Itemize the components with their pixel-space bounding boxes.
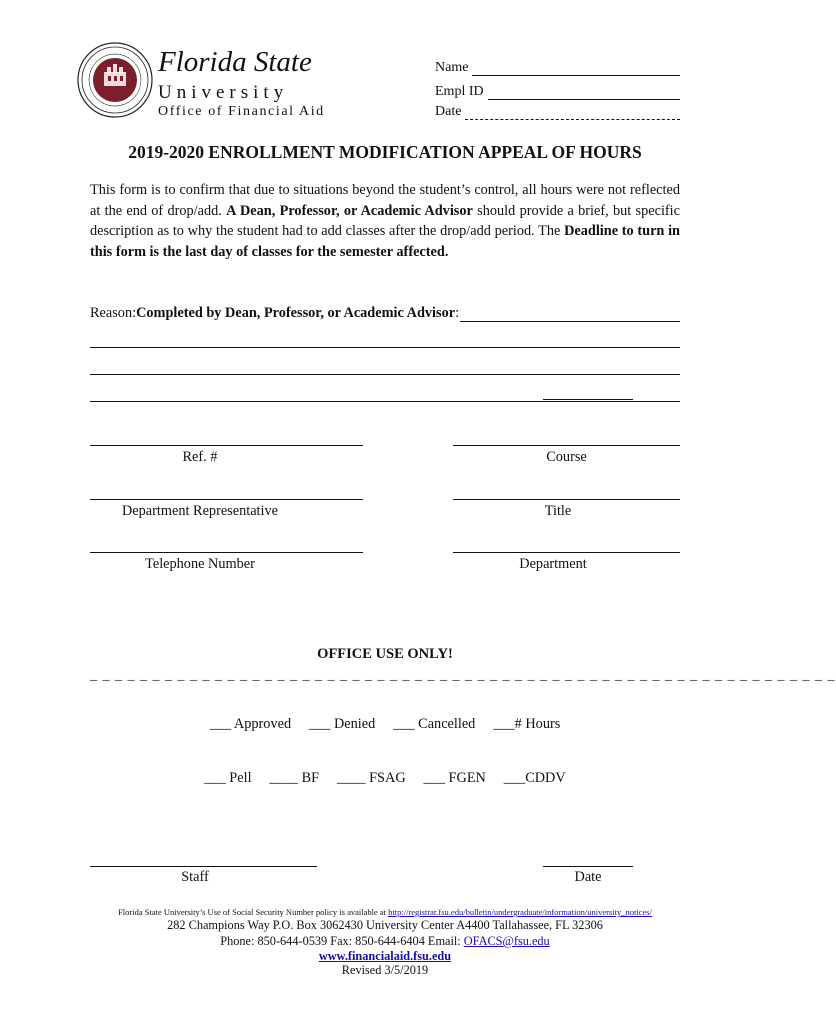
footer-website-link[interactable]: www.financialaid.fsu.edu bbox=[318, 949, 452, 963]
telephone-label: Telephone Number bbox=[145, 556, 255, 572]
intro-text-1: This form is to confirm that due to situations beyond the student’s control, all hours were not reflected at the end of drop/add. bbox=[90, 182, 680, 219]
title-label: Title bbox=[544, 503, 572, 519]
date-line[interactable] bbox=[465, 107, 680, 120]
university-name: Florida State bbox=[158, 46, 312, 78]
aid-options-row[interactable]: ___ Pell ____ BF ____ FSAG ___ FGEN ___CDDV bbox=[204, 770, 566, 786]
ref-line[interactable] bbox=[90, 445, 363, 446]
office-name: Office of Financial Aid bbox=[158, 104, 325, 119]
footer-address: 282 Champions Way P.O. Box 3062430 University Center A4400 Tallahassee, FL 32306 bbox=[167, 918, 603, 932]
reason-line-2[interactable] bbox=[90, 347, 680, 348]
reason-line[interactable] bbox=[460, 307, 680, 322]
reason-short-line bbox=[543, 399, 633, 400]
name-label: Name bbox=[435, 60, 469, 75]
reason-label: Reason: bbox=[90, 305, 137, 321]
status-options-row[interactable]: ___ Approved ___ Denied ___ Cancelled ___# Hours bbox=[209, 716, 561, 732]
dept-rep-line[interactable] bbox=[90, 499, 363, 500]
empl-id-line[interactable] bbox=[488, 87, 680, 100]
name-field[interactable] bbox=[435, 60, 680, 76]
empl-id-field[interactable] bbox=[435, 84, 680, 100]
title-line[interactable] bbox=[453, 499, 680, 500]
department-label: Department bbox=[519, 556, 587, 572]
ssn-policy-text: Florida State University’s Use of Social Security Number policy is available at bbox=[118, 907, 389, 917]
date-field[interactable] bbox=[435, 104, 680, 120]
form-title: 2019-2020 ENROLLMENT MODIFICATION APPEAL OF HOURS bbox=[128, 142, 642, 162]
staff-date-label: Date bbox=[574, 869, 602, 885]
ssn-policy-link[interactable]: http://registrar.fsu.edu/bulletin/undergraduate/information/university_notices/ bbox=[388, 907, 652, 917]
reason-field[interactable] bbox=[90, 305, 680, 322]
footer-revised: Revised 3/5/2019 bbox=[341, 963, 429, 977]
reason-line-4[interactable] bbox=[90, 401, 680, 402]
footer-contact bbox=[0, 934, 770, 949]
footer-email-link[interactable]: OFACS@fsu.edu bbox=[463, 934, 550, 948]
footer-website bbox=[0, 949, 770, 964]
university-word: University bbox=[158, 82, 289, 103]
reason-bold: Completed by Dean, Professor, or Academic Advisor bbox=[136, 305, 456, 321]
reason-colon: : bbox=[455, 305, 460, 321]
fsu-seal-icon bbox=[77, 42, 153, 118]
intro-text-2: should provide a brief, but specific description as to why the student had to add classes after the drop/add period. The bbox=[90, 202, 681, 239]
office-use-divider: _ _ _ _ _ _ _ _ _ _ _ _ _ _ _ _ _ _ _ _ _ _ _ _ _ _ _ _ _ _ _ _ _ _ _ _ _ _ _ _ _ _ _ _ _ _ _ _ _ _ _ _ _ _ _ _ _ _ _ _ bbox=[90, 668, 836, 683]
course-line[interactable] bbox=[453, 445, 680, 446]
telephone-line[interactable] bbox=[90, 552, 363, 553]
intro-bold-1: A Dean, Professor, or Academic Advisor bbox=[226, 202, 473, 219]
name-line[interactable] bbox=[472, 63, 680, 76]
staff-label: Staff bbox=[181, 869, 209, 885]
ref-label: Ref. # bbox=[182, 449, 218, 465]
department-line[interactable] bbox=[453, 552, 680, 553]
course-label: Course bbox=[546, 449, 587, 465]
ssn-policy-note bbox=[0, 907, 770, 917]
empl-id-label: Empl ID bbox=[435, 84, 484, 99]
intro-bold-2: Deadline to turn in this form is the last day of classes for the semester affected. bbox=[90, 223, 681, 260]
staff-date-line[interactable] bbox=[543, 866, 633, 867]
intro-paragraph bbox=[90, 180, 680, 262]
reason-line-3[interactable] bbox=[90, 374, 680, 375]
staff-line[interactable] bbox=[90, 866, 317, 867]
footer-phone: Phone: 850-644-0539 Fax: 850-644-6404 Email: bbox=[220, 934, 464, 948]
dept-rep-label: Department Representative bbox=[121, 503, 278, 519]
date-label: Date bbox=[435, 104, 462, 119]
office-use-heading: OFFICE USE ONLY! bbox=[317, 646, 453, 662]
